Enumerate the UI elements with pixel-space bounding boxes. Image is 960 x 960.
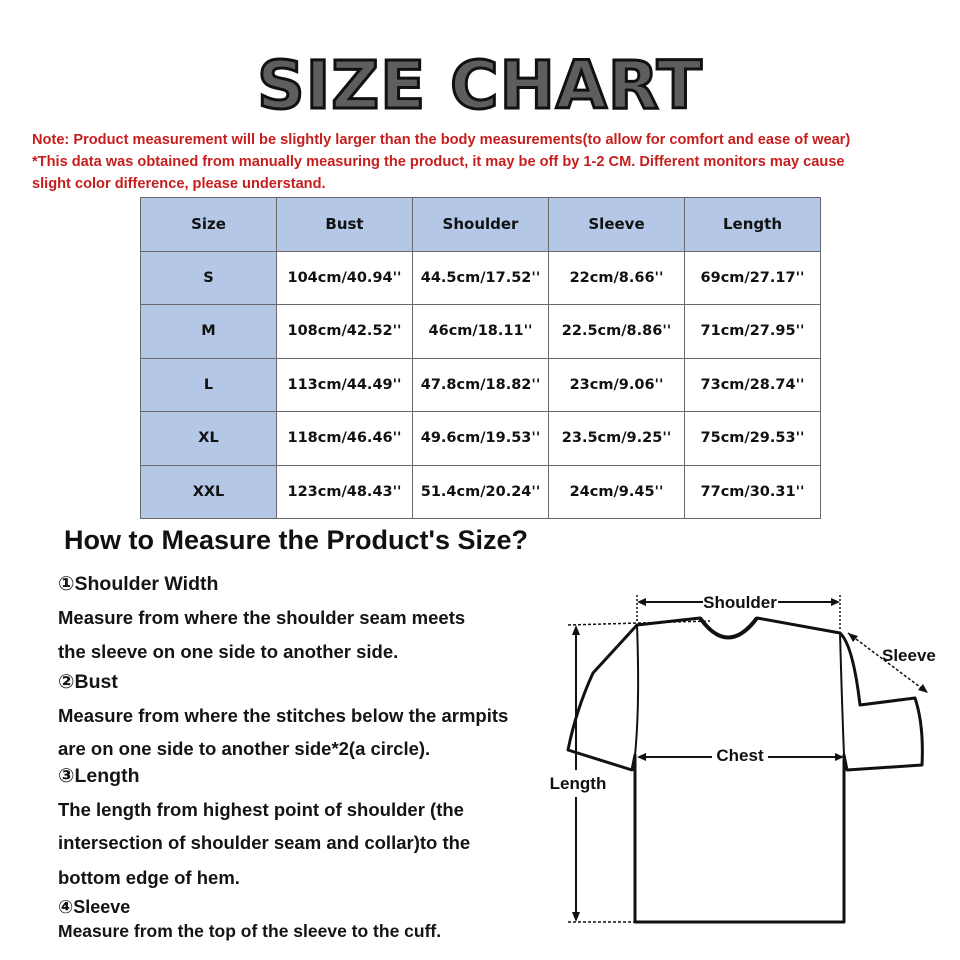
sleeve-cell: 23cm/9.06'': [549, 358, 685, 412]
shoulder-cell: 47.8cm/18.82'': [413, 358, 549, 412]
page-title: SIZE CHART: [257, 47, 703, 124]
size-cell: M: [141, 305, 277, 359]
size-cell: XXL: [141, 465, 277, 519]
length-text-2: intersection of shoulder seam and collar)to the: [58, 832, 471, 853]
bust-cell: 104cm/40.94'': [277, 251, 413, 305]
length-label: Length: [549, 774, 607, 793]
length-cell: 73cm/28.74'': [685, 358, 821, 412]
table-header-row: [141, 198, 821, 252]
bust-cell: 108cm/42.52'': [277, 305, 413, 359]
shoulder-cell: 51.4cm/20.24'': [413, 465, 549, 519]
sleeve-cell: 22.5cm/8.86'': [549, 305, 685, 359]
tshirt-outline: [568, 618, 922, 922]
bust-cell: 113cm/44.49'': [277, 358, 413, 412]
table-row: [141, 412, 821, 466]
shoulder-width-text-1: Measure from where the shoulder seam meets: [58, 607, 466, 628]
howto-heading: How to Measure the Product's Size?: [64, 525, 528, 555]
bust-cell: 123cm/48.43'': [277, 465, 413, 519]
bust-text-1: Measure from where the stitches below the armpits: [58, 705, 509, 726]
shoulder-width-text-2: the sleeve on one side to another side.: [58, 641, 399, 662]
note-line-1: Note: Product measurement will be slightly larger than the body measurements(to allow for comfort and ease of wear): [32, 132, 851, 148]
table-row: [141, 465, 821, 519]
shoulder-width-title: ①Shoulder Width: [58, 573, 219, 595]
sleeve-cell: 22cm/8.66'': [549, 251, 685, 305]
shoulder-cell: 49.6cm/19.53'': [413, 412, 549, 466]
length-cell: 77cm/30.31'': [685, 465, 821, 519]
length-text-3: bottom edge of hem.: [58, 867, 240, 888]
header-sleeve: Sleeve: [549, 198, 685, 252]
length-cell: 75cm/29.53'': [685, 412, 821, 466]
bust-text-2: are on one side to another side*2(a circle).: [58, 738, 431, 759]
size-cell: XL: [141, 412, 277, 466]
length-text-1: The length from highest point of shoulder (the: [58, 799, 464, 820]
size-cell: S: [141, 251, 277, 305]
table-row: [141, 305, 821, 359]
sleeve-cell: 23.5cm/9.25'': [549, 412, 685, 466]
size-cell: L: [141, 358, 277, 412]
length-title: ③Length: [58, 765, 140, 787]
bust-cell: 118cm/46.46'': [277, 412, 413, 466]
note-line-3: slight color difference, please understand.: [32, 176, 326, 192]
table-row: [141, 358, 821, 412]
shoulder-cell: 44.5cm/17.52'': [413, 251, 549, 305]
length-cell: 71cm/27.95'': [685, 305, 821, 359]
header-shoulder: Shoulder: [413, 198, 549, 252]
size-table: [140, 197, 821, 519]
chest-label: Chest: [716, 746, 764, 765]
tshirt-measurement-diagram: [540, 575, 950, 935]
header-bust: Bust: [277, 198, 413, 252]
sleeve-label: Sleeve: [882, 646, 936, 665]
shoulder-label: Shoulder: [703, 593, 777, 612]
sleeve-cell: 24cm/9.45'': [549, 465, 685, 519]
bust-title: ②Bust: [58, 671, 118, 693]
length-cell: 69cm/27.17'': [685, 251, 821, 305]
table-row: [141, 251, 821, 305]
sleeve-text-1: Measure from the top of the sleeve to the cuff.: [58, 921, 442, 941]
shoulder-cell: 46cm/18.11'': [413, 305, 549, 359]
sleeve-title: ④Sleeve: [58, 897, 131, 917]
header-length: Length: [685, 198, 821, 252]
note-line-2: *This data was obtained from manually measuring the product, it may be off by 1-2 CM. Different monitors may cause: [32, 154, 845, 170]
header-size: Size: [141, 198, 277, 252]
